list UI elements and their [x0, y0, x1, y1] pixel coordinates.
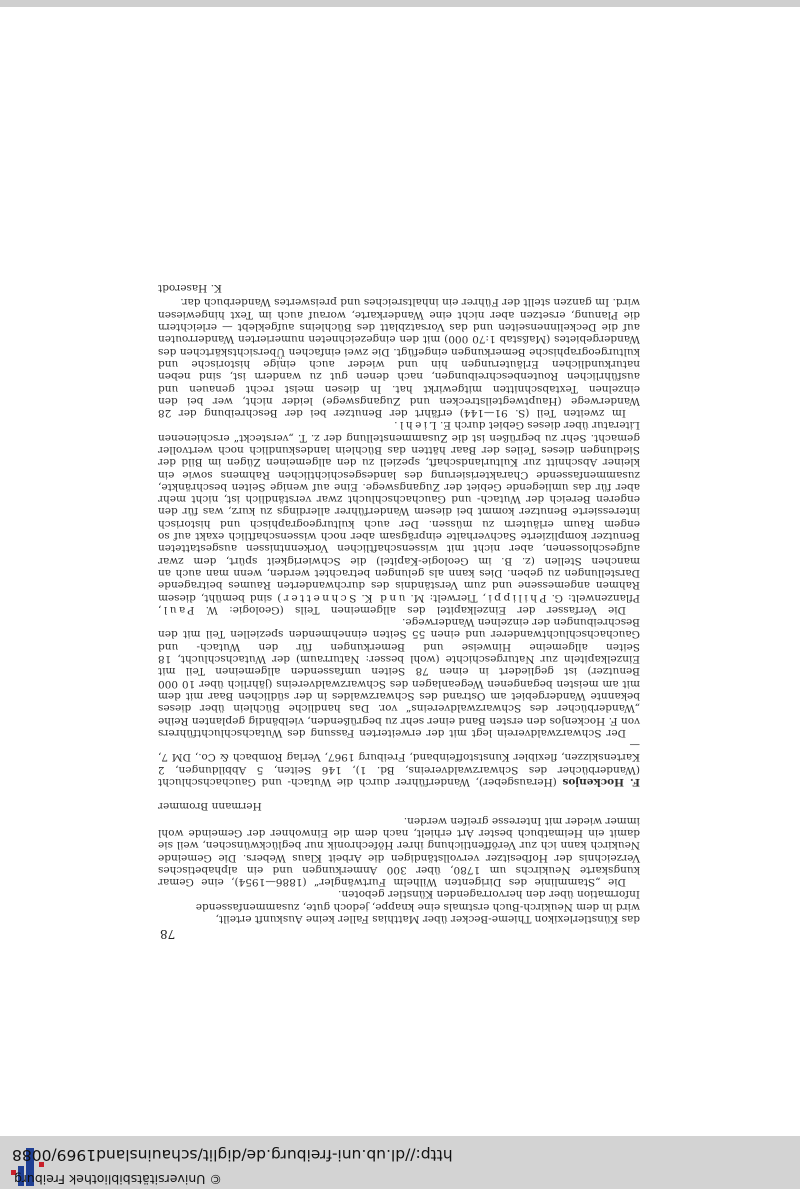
reviewer-signature: Hermann Brommer — [158, 800, 262, 813]
page-text — [158, 282, 640, 925]
person-name: Paul — [161, 603, 195, 616]
header-band — [0, 1136, 800, 1189]
review-reference — [158, 739, 640, 788]
section-gap — [158, 788, 640, 800]
reviewer-signature: K. Haserodt — [158, 282, 222, 295]
person-name: Philippi — [485, 591, 547, 604]
paragraph — [158, 419, 640, 616]
text-line: das Künstlerlexikon Thieme-Becker über Matthias Faller keine Auskunft erteilt, — [215, 913, 640, 925]
text-run: , Tierwelt: M. — [405, 591, 486, 604]
footer-band — [0, 0, 800, 7]
review-author: F. Hockenjos — [562, 776, 640, 789]
text-line: Information über den hervorragenden Künstler geboten. — [338, 888, 640, 901]
page-number: 78 — [160, 927, 176, 941]
paragraph: Im zweiten Teil (S. 91—144) erfährt der Benutzer bei der Beschreibung der 28 Wanderwege (Hauptwegteilstrecken und Zugangswege) leider nicht, wer bei den einzelnen Textabschnitten mitgewirkt hat. In diesen meist recht genauen und ausführlichen Routenbeschreibungen, nach denen gut zu wandern ist, sind neben naturkundlichen Erläuterungen hin und wieder auch einige historische und kulturgeographische Bemerkungen eingefügt. Die zwei einfachen Übersichtskärtchen des Wandergebietes (Maßstab 1:70 000) mit den eingezeichneten numerierten Wanderrouten auf die Deckelinnenseiten und das Vorsatzblatt des Büchleins aufgeklebt — erleichtern die Planung, ersetzen aber nicht eine Wanderkarte, worauf auch im Text hingewiesen wird. Im ganzen stellt der Führer ein inhaltsreiches und preiswertes Wanderbuch dar. — [158, 296, 640, 420]
text-run: . — [394, 419, 398, 432]
review-citation: (Herausgeber), Wanderführer durch die Wutach- und Gauchachschlucht (Wanderbücher des Schwarzwaldvereins, Bd. 1), 146 Seiten, 5 Abbildungen, 2 Kartenskizzen, flexibler Kunststoffeinband, Freiburg 1967, Verlag Rombach & Co., DM 7,— — [158, 739, 640, 789]
person-name: Liehl — [397, 419, 437, 432]
paragraph: Die „Stammlinie des Dirigenten Wilhelm Furtwängler“ (1886—1954), eine Gemar kungskarte Neukirchs um 1780, über 300 Anmerkungen und ein alphabetisches Verzeichnis der Hofbesitzer vervollständigen die Arbeit Klaus Webers. Die Gemeinde Neukirch kann ich zur Veröffentlichung ihrer Höfechronik nur beglückwünschen, weil sie damit ein Heimatbuch bester Art erhielt, nach dem die Einwohner der Gemeinde wohl immer wieder mit Interesse greifen werden. — [158, 814, 640, 889]
text-run: Die Verfasser der Einzelkapitel des allgemeinen Teils (Geologie: W. — [194, 603, 626, 616]
copyright-text: © Universitätsbibliothek Freiburg — [14, 1172, 222, 1187]
paragraph: Der Schwarzwaldverein legt mit der erweiterten Fassung des Wutachschluchtführers von F. Hockenjos den ersten Band einer sehr zu begrüßenden, vielbändig geplanten Reihe „Wanderbücher des Schwarzwaldvereins“ vor. Das handliche Büchlein über dieses bekannte Wandergebiet am Ostrand des Schwarzwaldes in der südlichen Baar mit dem mit am meisten begangenen Wegeanlagen des Schwarzwaldvereins (jährlich über 10 000 Benutzer) ist gegliedert in einen 78 Seiten umfassenden allgemeinen Teil mit Einzelkapiteln zur Naturgeschichte (wohl besser: Naturraum) der Wutachschlucht, 18 Seiten allgemeine Hinweise und Bemerkungen für den Wutach- und Gauchachschluchtwanderer und einen 55 Seiten einnehmenden speziellen Teil mit den Beschreibungen der einzelnen Wanderwege. — [158, 616, 640, 739]
document-url[interactable]: http://dl.ub.uni-freiburg.de/diglit/schauinsland1969/0088 — [12, 1146, 453, 1164]
text-run: K. — [356, 591, 378, 604]
person-name: und — [377, 591, 406, 604]
text-run: ) sind bemüht, diesem Rahmen angemessene und zum Verständnis des durchwanderten Raumes beitragende Darstellungen zu geben. Dies kann als gelungen betrachtet werden, wenn man auch an manchen Stellen (z. B. im Geologie-Kapitel) die Schwierigkeit spürt, dem zwar aufgeschlossenen, aber nicht mit wissenschaftlichen Vorkenntnissen ausgestatteten Benutzer komplizierte Sachverhalte einprägsam aber noch wissenschaftlich exakt auf so engem Raum erläutern zu müssen. Der auch kulturgeographisch und historisch interessierte Benutzer kommt bei diesem Wanderführer allerdings zu kurz, was für den engeren Bereich der Wutach- und Gauchachschlucht zwar verständlich ist, nicht mehr aber für das umliegende Gebiet der Zugangswege. Eine auf wenige Seiten beschränkte, zusammenfassende Charakterisierung des landesgeschichtlichen Rahmens sowie ein kleiner Abschnitt zur Kulturlandschaft, speziell zu den allgemeinen Zügen im Bild der Siedlungen dieses Teiles der Baar hätten das Büchlein landeskundlich noch wertvoller gemacht. Sehr zu begrüßen ist die Zusammenstellung der z. T. „versteckt“ erschienenen Literatur über dieses Gebiet durch E. — [158, 419, 640, 604]
person-name: Schnetter — [281, 591, 357, 604]
text-run: , Pflanzenwelt: G. — [158, 591, 640, 616]
text-line: wird in dem Neukirch-Buch erstmals eine knappe, jedoch gute, zusammenfassende — [195, 900, 640, 913]
